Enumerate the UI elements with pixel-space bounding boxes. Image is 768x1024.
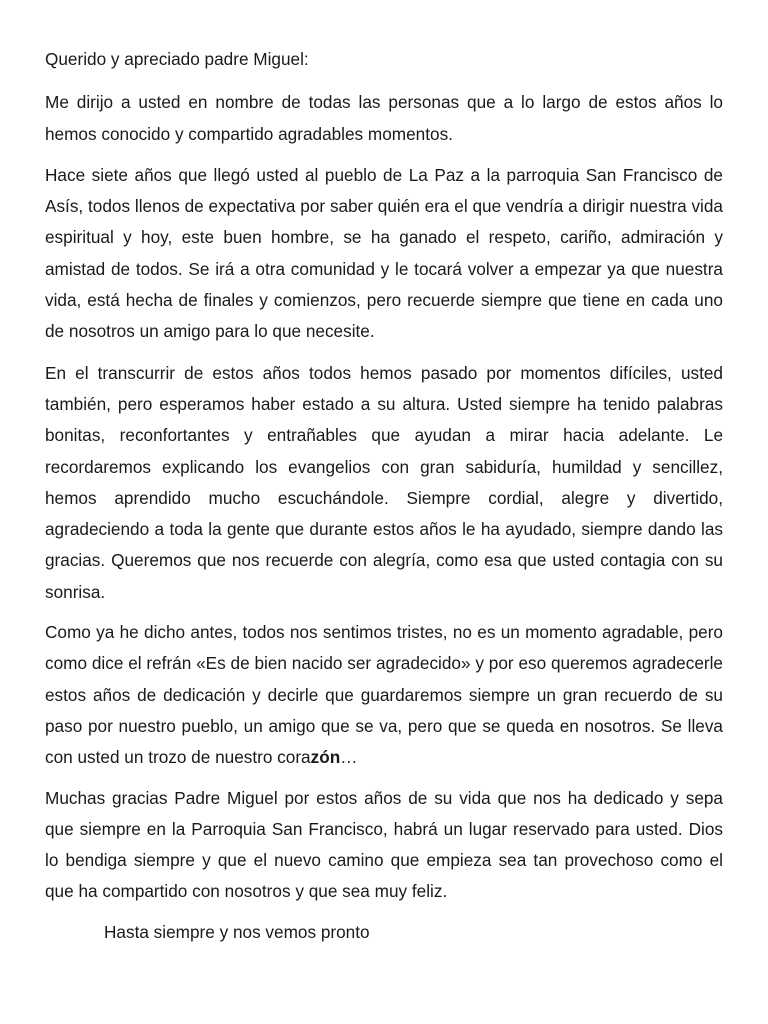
paragraph-farewell-text: Como ya he dicho antes, todos nos sentimos tristes, no es un momento agradable, pero como dice el refrán «Es de bien nacido ser agradecido» y por eso queremos agradecerle estos años de dedicación y decirle que guardaremos siempre un gran recuerdo de su paso por nuestro pueblo, un amigo que se va, pero que se queda en nosotros. Se lleva con usted un trozo de nuestro cora [45, 622, 723, 768]
paragraph-farewell-bold: zón [310, 747, 341, 768]
paragraph-farewell-ellipsis: … [340, 747, 358, 768]
paragraph-introduction: Me dirijo a usted en nombre de todas las personas que a lo largo de estos años lo hemos conocido y compartido agradables momentos. [45, 92, 723, 144]
paragraph-thanks: Muchas gracias Padre Miguel por estos años de su vida que nos ha dedicado y sepa que siempre en la Parroquia San Francisco, habrá un lugar reservado para usted. Dios lo bendiga siempre y que el nuevo camino que empieza sea tan provechoso como el que ha compartido con nosotros y que sea muy feliz. [45, 787, 723, 902]
paragraph-years: En el transcurrir de estos años todos hemos pasado por momentos difíciles, usted también, pero esperamos haber estado a su altura. Usted siempre ha tenido palabras bonitas, reconfortantes y entrañables que ayudan a mirar hacia adelante. Le recordaremos explicando los evangelios con gran sabiduría, humildad y sencillez, hemos aprendido mucho escuchándole. Siempre cordial, alegre y divertido, agradeciendo a toda la gente que durante estos años le ha ayudado, siempre dando las gracias. Queremos que nos recuerde con alegría, como esa que usted contagia con su sonrisa. [45, 362, 723, 602]
letter-closing: Hasta siempre y nos vemos pronto [104, 921, 370, 942]
letter-body [45, 44, 723, 948]
letter-greeting: Querido y apreciado padre Miguel: [45, 49, 309, 69]
paragraph-arrival: Hace siete años que llegó usted al pueblo de La Paz a la parroquia San Francisco de Asís, todos llenos de expectativa por saber quién era el que vendría a dirigir nuestra vida espiritual y hoy, este buen hombre, se ha ganado el respeto, cariño, admiración y amistad de todos. Se irá a otra comunidad y le tocará volver a empezar ya que nuestra vida, está hecha de finales y comienzos, pero recuerde siempre que tiene en cada uno de nosotros un amigo para lo que necesite. [45, 164, 723, 342]
paragraph-farewell [45, 617, 723, 773]
